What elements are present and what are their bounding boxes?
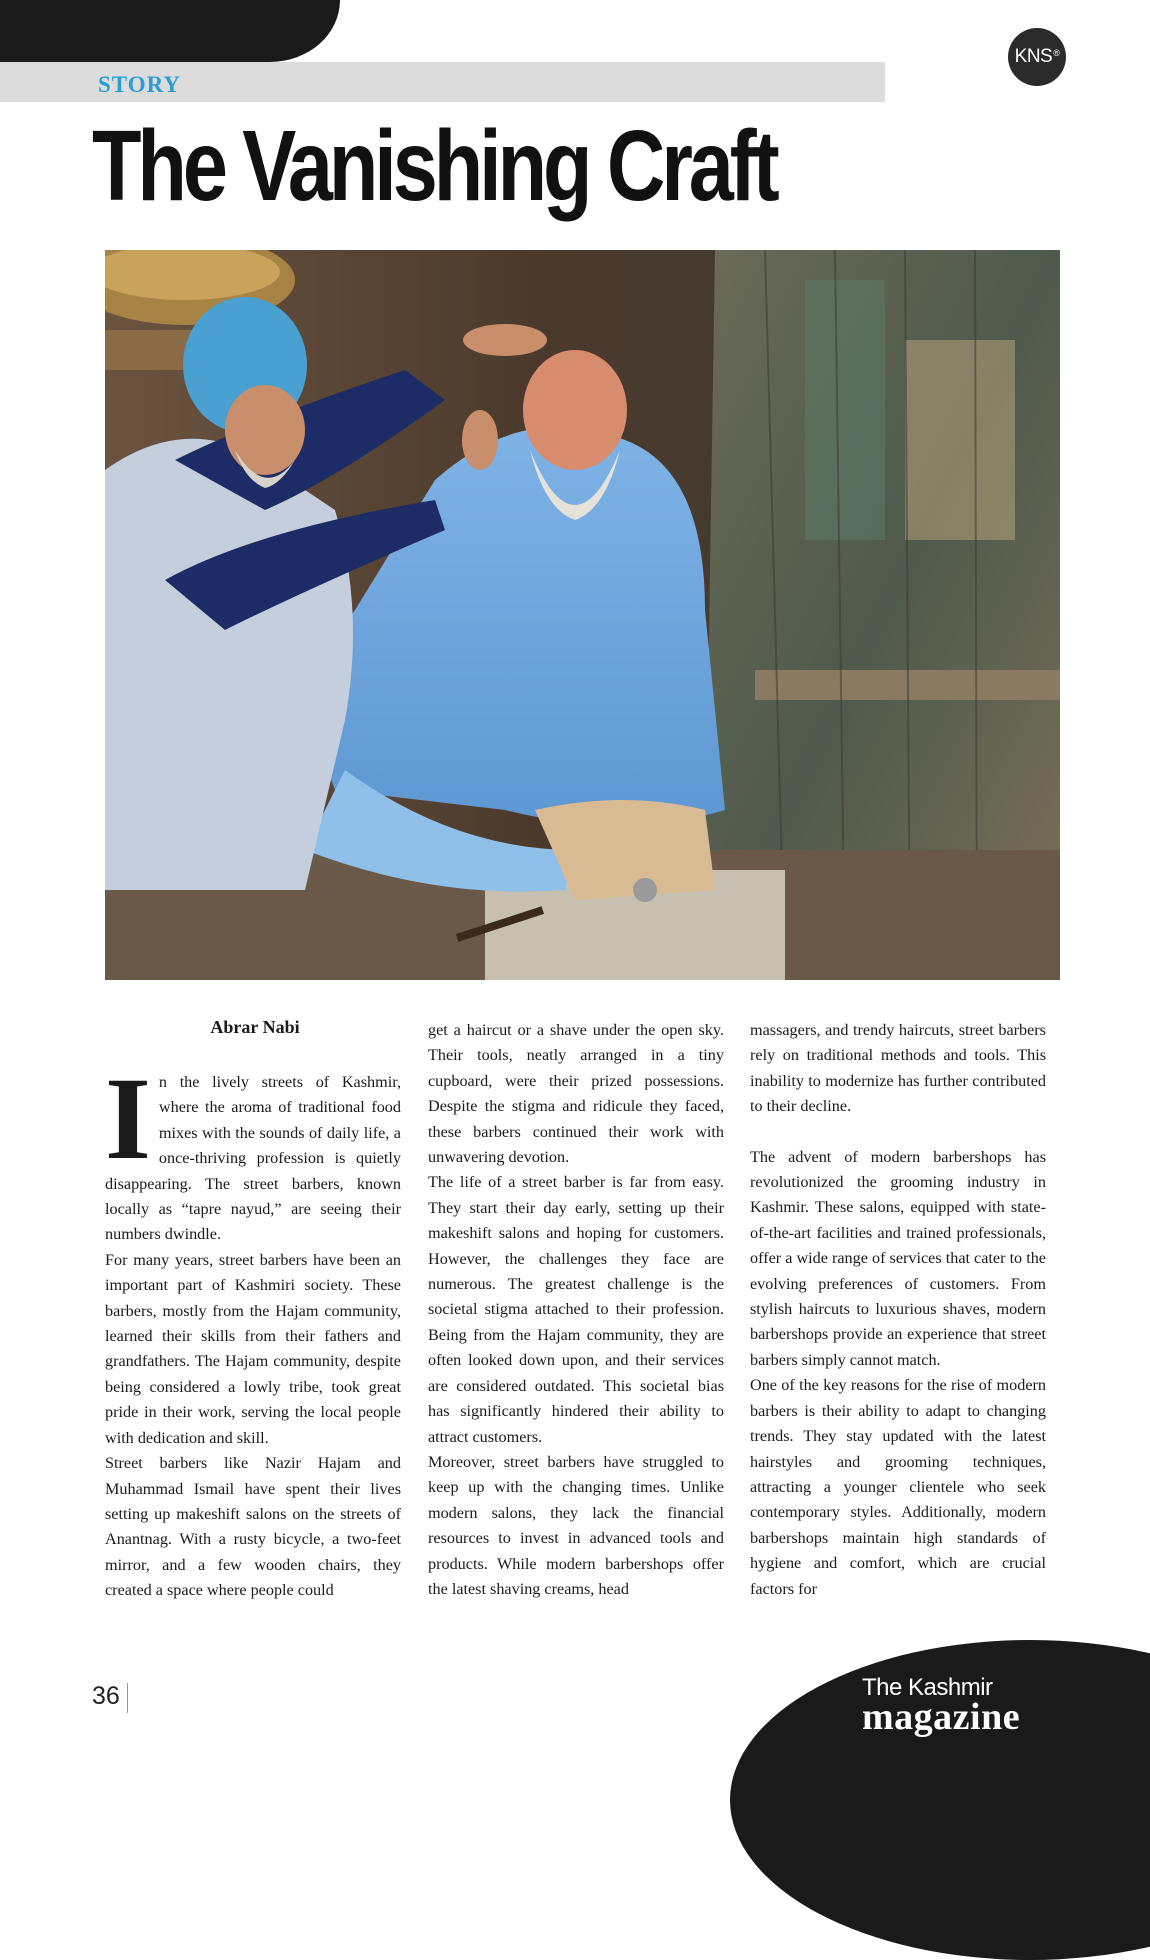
paragraph: One of the key reasons for the rise of modern barbers is their ability to adapt to changing trends. They stay updated with the latest hairstyles and grooming techniques, attracting a younger clientele who seek contemporary styles. Additionally, modern barbershops maintain high standards of hygiene and comfort, which are crucial factors for bbox=[750, 1376, 1046, 1598]
paragraph: get a haircut or a shave under the open sky. Their tools, neatly arranged in a tiny cupboard, were their prized possessions. Despite the stigma and ridicule they faced, these barbers continued their work with unwavering devotion. bbox=[428, 1021, 724, 1167]
section-label: STORY bbox=[98, 72, 182, 97]
header-corner-tab bbox=[0, 0, 340, 62]
paragraph: massagers, and trendy haircuts, street barbers rely on traditional methods and tools. This inability to modernize has further contributed to their decline. bbox=[750, 1021, 1046, 1116]
article-column-3 bbox=[750, 1018, 1046, 1602]
paragraph: Street barbers like Nazir Hajam and Muhammad Ismail have spent their lives setting up makeshift salons on the streets of Anantnag. With a rusty bicycle, a two-feet mirror, and a few wooden chairs, they created a space where people could bbox=[105, 1454, 401, 1600]
paragraph-text: n the lively streets of Kashmir, where the aroma of traditional food mixes with the sounds of daily life, a once-thriving profession is quietly disappearing. The street barbers, known locally as “tapre nayud,” are seeing their numbers dwindle. bbox=[105, 1073, 401, 1244]
author-byline: Abrar Nabi bbox=[210, 1017, 300, 1037]
kns-logo bbox=[1008, 28, 1066, 86]
street-barber-photo-icon bbox=[105, 250, 1060, 980]
paragraph: The advent of modern barbershops has revolutionized the grooming industry in Kashmir. These salons, equipped with state-of-the-art facilities and trained professionals, offer a wide range of services that cater to the evolving preferences of customers. From stylish haircuts to luxurious shaves, modern barbershops provide an experience that street barbers simply cannot match. bbox=[750, 1147, 1046, 1369]
kns-logo-mark: ® bbox=[1053, 48, 1060, 58]
kns-logo-text: KNS bbox=[1014, 46, 1053, 67]
paragraph: The life of a street barber is far from easy. They start their day early, setting up their makeshift salons and hoping for customers. However, the challenges they face are numerous. The greatest challenge is the societal stigma attached to their profession. Being from the Hajam community, they are often looked down upon, and their services are considered outdated. This societal bias has significantly hindered their ability to attract customers. bbox=[428, 1173, 724, 1446]
page-number: 36 bbox=[92, 1682, 120, 1710]
article-column-2 bbox=[428, 1018, 724, 1602]
brand-name-top: The Kashmir bbox=[862, 1674, 993, 1701]
paragraph: For many years, street barbers have been an important part of Kashmiri society. These barbers, mostly from the Hajam community, learned their skills from their fathers and grandfathers. The Hajam community, despite being considered a lowly tribe, took great pride in their work, serving the local people with dedication and skill. bbox=[105, 1250, 401, 1447]
article-column-1 bbox=[105, 1053, 401, 1604]
magazine-brand-logo bbox=[862, 1676, 1020, 1736]
paragraph: Moreover, street barbers have struggled to keep up with the changing times. Unlike modern salons, they lack the financial resources to invest in advanced tools and products. While modern barbershops offer the latest shaving creams, head bbox=[428, 1452, 724, 1598]
paragraph bbox=[105, 1053, 401, 1248]
page-title: The Vanishing Craft bbox=[92, 110, 776, 222]
drop-cap: I bbox=[105, 1053, 151, 1184]
article-photo bbox=[105, 250, 1060, 980]
brand-name-bottom: magazine bbox=[862, 1696, 1021, 1738]
paragraph-gap bbox=[750, 1120, 1046, 1145]
page-number-divider bbox=[127, 1683, 128, 1713]
